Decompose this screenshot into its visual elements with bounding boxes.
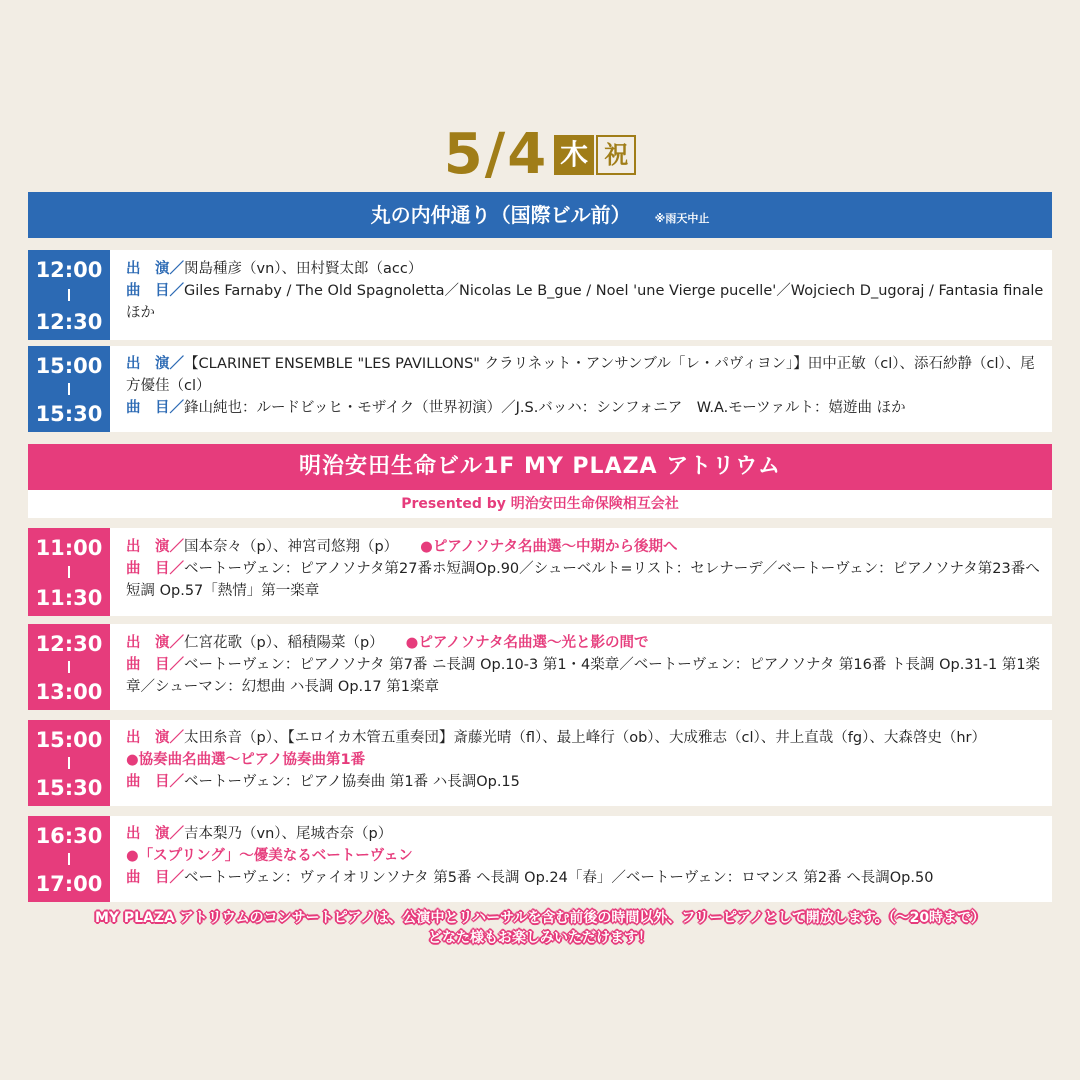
start-time: 16:30 bbox=[35, 824, 103, 848]
notice-line-1: MY PLAZA アトリウムのコンサートピアノは、公演中とリハーサルを含む前後の時間以外、フリーピアノとして開放します。（～20時まで） bbox=[94, 910, 986, 926]
performers: 関島種彦（vn）、田村賢太郎（acc） bbox=[184, 261, 423, 277]
program-theme: ●ピアノソナタ名曲選～光と影の間で bbox=[405, 635, 649, 651]
program-line bbox=[126, 397, 1046, 419]
program-theme: ●ピアノソナタ名曲選～中期から後期へ bbox=[420, 539, 678, 555]
end-time: 13:00 bbox=[35, 680, 103, 704]
theme-line bbox=[126, 749, 1046, 771]
holiday-badge: 祝 bbox=[596, 135, 636, 175]
program-line bbox=[126, 771, 1046, 793]
program: ベートーヴェン：ヴァイオリンソナタ 第5番 ヘ長調 Op.24「春」／ベートーヴェン：ロマンス 第2番 ヘ長調Op.50 bbox=[184, 870, 934, 886]
end-time: 17:00 bbox=[35, 872, 103, 896]
performers: 【CLARINET ENSEMBLE "LES PAVILLONS" クラリネット・アンサンブル「レ・パヴィヨン」】田中正敏（cl）、添石紗静（cl）、尾方優佳（cl） bbox=[126, 356, 1035, 394]
venue-header-marunouchi bbox=[28, 192, 1052, 238]
program: ベートーヴェン：ピアノ協奏曲 第1番 ハ長調Op.15 bbox=[184, 774, 520, 790]
performers: 仁宮花歌（p）、稲積陽菜（p） bbox=[184, 635, 384, 651]
performer-label: 出 演／ bbox=[126, 539, 184, 555]
session-content bbox=[126, 536, 1046, 602]
performer-line bbox=[126, 536, 1046, 558]
session-content bbox=[126, 353, 1046, 419]
start-time: 12:00 bbox=[35, 258, 103, 282]
performer-line bbox=[126, 727, 1046, 749]
performers: 吉本梨乃（vn）、尾城杏奈（p） bbox=[184, 826, 393, 842]
time-separator bbox=[68, 383, 70, 395]
program-line bbox=[126, 867, 1046, 889]
performer-label: 出 演／ bbox=[126, 356, 184, 372]
program-line bbox=[126, 654, 1046, 698]
session-block bbox=[28, 720, 1052, 806]
start-time: 11:00 bbox=[35, 536, 103, 560]
time-badge bbox=[28, 816, 110, 902]
session-content bbox=[126, 632, 1046, 698]
performer-line bbox=[126, 258, 1046, 280]
end-time: 15:30 bbox=[35, 402, 103, 426]
program-line bbox=[126, 280, 1046, 324]
program-label: 曲 目／ bbox=[126, 400, 184, 416]
program-line bbox=[126, 558, 1046, 602]
time-separator bbox=[68, 661, 70, 673]
end-time: 15:30 bbox=[35, 776, 103, 800]
venue-name: 丸の内仲通り（国際ビル前） bbox=[370, 203, 631, 227]
performer-label: 出 演／ bbox=[126, 826, 184, 842]
end-time: 11:30 bbox=[35, 586, 103, 610]
venue-name: 明治安田生命ビル1F MY PLAZA アトリウム bbox=[298, 454, 782, 479]
session-content bbox=[126, 727, 1046, 793]
performer-label: 出 演／ bbox=[126, 635, 184, 651]
program-label: 曲 目／ bbox=[126, 657, 184, 673]
theme-line bbox=[126, 845, 1046, 867]
free-piano-notice bbox=[0, 908, 1080, 948]
time-badge bbox=[28, 250, 110, 340]
program-label: 曲 目／ bbox=[126, 561, 184, 577]
start-time: 15:00 bbox=[35, 728, 103, 752]
session-content bbox=[126, 258, 1046, 324]
performer-line bbox=[126, 823, 1046, 845]
performer-line bbox=[126, 353, 1046, 397]
performer-line bbox=[126, 632, 1046, 654]
start-time: 12:30 bbox=[35, 632, 103, 656]
session-content bbox=[126, 823, 1046, 889]
program: Giles Farnaby / The Old Spagnoletta／Nicolas Le B_gue / Noel 'une Vierge pucelle'／Wojciech D_ugoraj / Fantasia finale ほか bbox=[126, 283, 1044, 321]
program-label: 曲 目／ bbox=[126, 283, 184, 299]
start-time: 15:00 bbox=[35, 354, 103, 378]
time-badge bbox=[28, 346, 110, 432]
sponsor-line: Presented by 明治安田生命保険相互会社 bbox=[28, 490, 1052, 518]
program: ベートーヴェン：ピアノソナタ第27番ホ短調Op.90／シューベルト=リスト：セレナーデ／ベートーヴェン：ピアノソナタ第23番へ短調 Op.57「熱情」第一楽章 bbox=[126, 561, 1040, 599]
program: ベートーヴェン：ピアノソナタ 第7番 ニ長調 Op.10-3 第1・4楽章／ベートーヴェン：ピアノソナタ 第16番 ト長調 Op.31-1 第1楽章／シューマン：幻想曲 ハ長調 Op.17 第1楽章 bbox=[126, 657, 1041, 695]
session-block bbox=[28, 528, 1052, 616]
time-separator bbox=[68, 566, 70, 578]
session-block bbox=[28, 624, 1052, 710]
performers: 太田糸音（p）、【エロイカ木管五重奏団】斎藤光晴（fl）、最上峰行（ob）、大成雅志（cl）、井上直哉（fg）、大森啓史（hr） bbox=[184, 730, 986, 746]
performers: 国本奈々（p）、神宮司悠翔（p） bbox=[184, 539, 399, 555]
program-theme: ●協奏曲名曲選～ピアノ協奏曲第1番 bbox=[126, 752, 366, 768]
event-date bbox=[0, 122, 1080, 187]
time-separator bbox=[68, 853, 70, 865]
program-theme: ●「スプリング」～優美なるベートーヴェン bbox=[126, 848, 413, 864]
date-text: 5/4 bbox=[443, 122, 549, 187]
program-label: 曲 目／ bbox=[126, 870, 184, 886]
time-separator bbox=[68, 757, 70, 769]
program-label: 曲 目／ bbox=[126, 774, 184, 790]
session-block bbox=[28, 250, 1052, 340]
program: 鋒山純也：ルードビッヒ・モザイク（世界初演）／J.S.バッハ：シンフォニア W.A.モーツァルト：嬉遊曲 ほか bbox=[184, 400, 906, 416]
performer-label: 出 演／ bbox=[126, 730, 184, 746]
rain-note: ※雨天中止 bbox=[654, 212, 710, 225]
weekday-badge: 木 bbox=[554, 135, 594, 175]
performer-label: 出 演／ bbox=[126, 261, 184, 277]
end-time: 12:30 bbox=[35, 310, 103, 334]
time-separator bbox=[68, 289, 70, 301]
session-block bbox=[28, 816, 1052, 902]
time-badge bbox=[28, 528, 110, 616]
session-block bbox=[28, 346, 1052, 432]
time-badge bbox=[28, 624, 110, 710]
time-badge bbox=[28, 720, 110, 806]
venue-header-myplaza bbox=[28, 444, 1052, 490]
notice-line-2: どなた様もお楽しみいただけます！ bbox=[428, 930, 652, 946]
